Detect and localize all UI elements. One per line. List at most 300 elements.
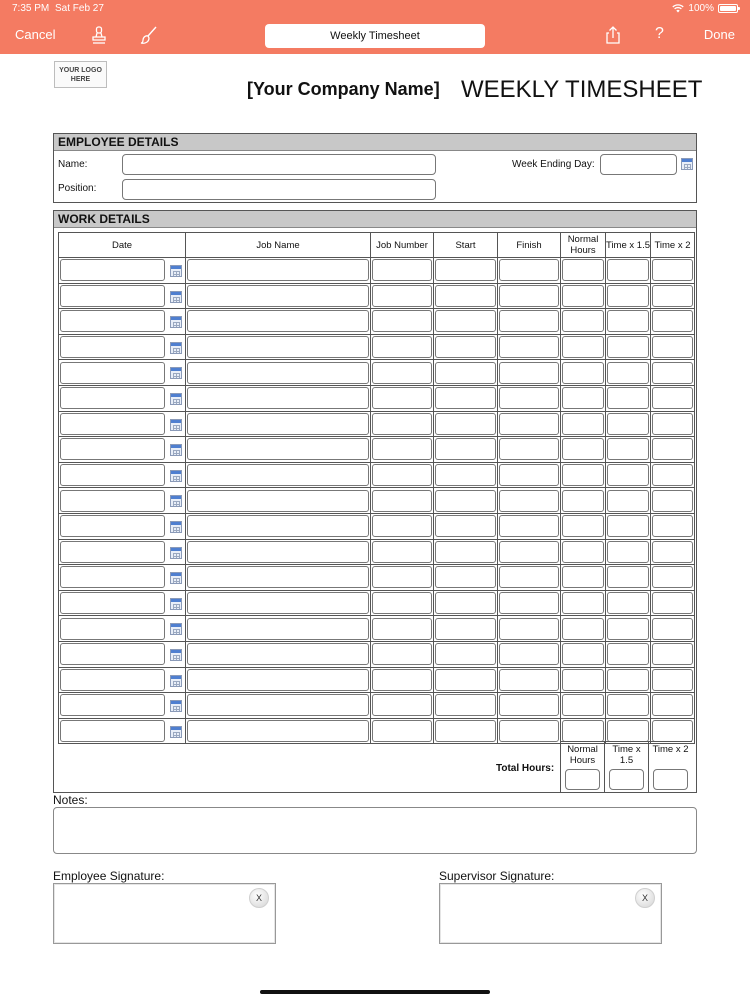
start-field[interactable]	[435, 541, 496, 563]
table-cell	[498, 283, 561, 309]
job-number-field[interactable]	[372, 362, 432, 384]
stamp-icon[interactable]	[89, 25, 109, 45]
time-1-5-field[interactable]	[607, 566, 649, 588]
start-field[interactable]	[435, 643, 496, 665]
table-cell	[606, 411, 651, 437]
date-field[interactable]	[60, 336, 165, 358]
table-cell	[434, 385, 498, 411]
column-header: Normal Hours	[561, 233, 606, 258]
table-cell	[371, 539, 434, 565]
time-1-5-field[interactable]	[607, 669, 649, 691]
calendar-icon[interactable]	[170, 367, 182, 379]
table-row	[59, 565, 695, 591]
calendar-icon[interactable]	[170, 444, 182, 456]
table-cell	[186, 616, 371, 642]
table-cell	[434, 565, 498, 591]
calendar-icon[interactable]	[170, 316, 182, 328]
job-name-field[interactable]	[187, 694, 369, 716]
job-name-field[interactable]	[187, 490, 369, 512]
table-cell	[186, 565, 371, 591]
clear-employee-signature-button[interactable]: X	[249, 888, 269, 908]
calendar-icon[interactable]	[170, 393, 182, 405]
date-field[interactable]	[60, 490, 165, 512]
job-number-field[interactable]	[372, 669, 432, 691]
time-1-5-field[interactable]	[607, 259, 649, 281]
finish-field[interactable]	[499, 285, 559, 307]
table-cell	[651, 667, 695, 693]
finish-field[interactable]	[499, 720, 559, 742]
time-2-field[interactable]	[652, 541, 693, 563]
start-field[interactable]	[435, 694, 496, 716]
job-name-field[interactable]	[187, 336, 369, 358]
table-row	[59, 590, 695, 616]
job-name-field[interactable]	[187, 310, 369, 332]
finish-field[interactable]	[499, 413, 559, 435]
start-field[interactable]	[435, 669, 496, 691]
calendar-icon[interactable]	[170, 675, 182, 687]
date-field[interactable]	[60, 694, 165, 716]
time-1-5-field[interactable]	[607, 643, 649, 665]
table-cell	[498, 513, 561, 539]
date-field[interactable]	[60, 438, 165, 460]
battery-percent: 100%	[688, 3, 714, 14]
supervisor-signature-pad[interactable]	[439, 883, 662, 944]
calendar-icon[interactable]	[170, 700, 182, 712]
job-number-field[interactable]	[372, 618, 432, 640]
job-number-field[interactable]	[372, 438, 432, 460]
table-cell	[371, 718, 434, 744]
start-field[interactable]	[435, 566, 496, 588]
time-2-field[interactable]	[652, 438, 693, 460]
table-cell	[186, 258, 371, 284]
total-time-2-field[interactable]	[653, 769, 688, 790]
supervisor-signature-label: Supervisor Signature:	[439, 869, 555, 883]
date-field[interactable]	[60, 310, 165, 332]
table-cell	[434, 513, 498, 539]
table-cell	[606, 360, 651, 386]
finish-field[interactable]	[499, 669, 559, 691]
table-cell	[651, 488, 695, 514]
table-cell	[606, 309, 651, 335]
time-1-5-field[interactable]	[607, 464, 649, 486]
table-cell	[371, 693, 434, 719]
table-cell	[498, 641, 561, 667]
finish-field[interactable]	[499, 438, 559, 460]
job-number-field[interactable]	[372, 694, 432, 716]
date-field[interactable]	[60, 387, 165, 409]
company-logo-placeholder[interactable]: YOUR LOGO HERE	[54, 61, 107, 88]
date-field[interactable]	[60, 464, 165, 486]
calendar-icon[interactable]	[170, 521, 182, 533]
normal-hours-field[interactable]	[562, 541, 604, 563]
table-cell	[371, 616, 434, 642]
table-cell	[561, 411, 606, 437]
table-cell	[561, 309, 606, 335]
start-field[interactable]	[435, 720, 496, 742]
calendar-icon[interactable]	[170, 547, 182, 559]
time-1-5-field[interactable]	[607, 310, 649, 332]
normal-hours-field[interactable]	[562, 720, 604, 742]
table-cell	[371, 437, 434, 463]
table-cell	[371, 590, 434, 616]
date-cell	[59, 590, 186, 616]
job-name-field[interactable]	[187, 285, 369, 307]
time-1-5-field[interactable]	[607, 285, 649, 307]
time-2-field[interactable]	[652, 515, 693, 537]
job-number-field[interactable]	[372, 285, 432, 307]
normal-hours-field[interactable]	[562, 464, 604, 486]
position-field[interactable]	[122, 179, 436, 200]
time-2-field[interactable]	[652, 464, 693, 486]
date-cell	[59, 462, 186, 488]
job-name-field[interactable]	[187, 618, 369, 640]
start-field[interactable]	[435, 515, 496, 537]
finish-field[interactable]	[499, 464, 559, 486]
table-cell	[498, 437, 561, 463]
table-cell	[606, 641, 651, 667]
week-ending-label: Week Ending Day:	[512, 159, 595, 170]
table-cell	[498, 258, 561, 284]
share-icon[interactable]	[603, 25, 623, 45]
clear-supervisor-signature-button[interactable]: X	[635, 888, 655, 908]
normal-hours-field[interactable]	[562, 618, 604, 640]
normal-hours-field[interactable]	[562, 285, 604, 307]
finish-field[interactable]	[499, 618, 559, 640]
start-field[interactable]	[435, 592, 496, 614]
calendar-icon[interactable]	[170, 470, 182, 482]
time-2-field[interactable]	[652, 720, 693, 742]
cancel-button[interactable]: Cancel	[15, 27, 56, 42]
company-name: [Your Company Name]	[247, 79, 440, 99]
help-button[interactable]: ?	[655, 25, 664, 42]
start-field[interactable]	[435, 438, 496, 460]
table-cell	[498, 616, 561, 642]
calendar-icon[interactable]	[170, 572, 182, 584]
normal-hours-field[interactable]	[562, 515, 604, 537]
table-cell	[651, 513, 695, 539]
time-2-field[interactable]	[652, 259, 693, 281]
job-name-field[interactable]	[187, 464, 369, 486]
table-cell	[434, 718, 498, 744]
job-name-field[interactable]	[187, 541, 369, 563]
table-cell	[434, 488, 498, 514]
time-2-field[interactable]	[652, 618, 693, 640]
normal-hours-field[interactable]	[562, 490, 604, 512]
finish-field[interactable]	[499, 515, 559, 537]
table-header-row	[59, 233, 695, 258]
time-2-field[interactable]	[652, 566, 693, 588]
finish-field[interactable]	[499, 387, 559, 409]
table-row	[59, 334, 695, 360]
normal-hours-field[interactable]	[562, 413, 604, 435]
time-1-5-field[interactable]	[607, 592, 649, 614]
job-number-field[interactable]	[372, 464, 432, 486]
date-cell	[59, 411, 186, 437]
time-2-field[interactable]	[652, 362, 693, 384]
date-cell	[59, 385, 186, 411]
job-number-field[interactable]	[372, 720, 432, 742]
table-cell	[606, 616, 651, 642]
time-1-5-field[interactable]	[607, 413, 649, 435]
finish-field[interactable]	[499, 592, 559, 614]
calendar-icon[interactable]	[170, 598, 182, 610]
table-cell	[651, 309, 695, 335]
date-field[interactable]	[60, 669, 165, 691]
time-1-5-field[interactable]	[607, 515, 649, 537]
time-2-field[interactable]	[652, 285, 693, 307]
job-name-field[interactable]	[187, 669, 369, 691]
calendar-icon[interactable]	[170, 419, 182, 431]
table-cell	[651, 411, 695, 437]
time-1-5-field[interactable]	[607, 720, 649, 742]
job-number-field[interactable]	[372, 387, 432, 409]
time-2-field[interactable]	[652, 643, 693, 665]
table-cell	[186, 539, 371, 565]
start-field[interactable]	[435, 464, 496, 486]
table-row	[59, 385, 695, 411]
time-2-field[interactable]	[652, 387, 693, 409]
date-field[interactable]	[60, 362, 165, 384]
time-1-5-field[interactable]	[607, 362, 649, 384]
job-number-field[interactable]	[372, 413, 432, 435]
calendar-icon[interactable]	[170, 291, 182, 303]
date-field[interactable]	[60, 592, 165, 614]
table-cell	[606, 590, 651, 616]
finish-field[interactable]	[499, 566, 559, 588]
date-cell	[59, 360, 186, 386]
date-cell	[59, 283, 186, 309]
normal-hours-field[interactable]	[562, 643, 604, 665]
table-cell	[186, 693, 371, 719]
table-cell	[434, 462, 498, 488]
notes-label: Notes:	[53, 793, 88, 807]
calendar-icon[interactable]	[170, 342, 182, 354]
table-cell	[434, 309, 498, 335]
table-cell	[561, 283, 606, 309]
date-field[interactable]	[60, 259, 165, 281]
time-2-field[interactable]	[652, 669, 693, 691]
time-1-5-field[interactable]	[607, 438, 649, 460]
normal-hours-field[interactable]	[562, 387, 604, 409]
job-name-field[interactable]	[187, 362, 369, 384]
normal-hours-field[interactable]	[562, 592, 604, 614]
job-number-field[interactable]	[372, 643, 432, 665]
job-name-field[interactable]	[187, 387, 369, 409]
table-cell	[498, 488, 561, 514]
finish-field[interactable]	[499, 362, 559, 384]
job-number-field[interactable]	[372, 259, 432, 281]
notes-field[interactable]	[53, 807, 697, 854]
table-cell	[186, 309, 371, 335]
start-field[interactable]	[435, 413, 496, 435]
time-1-5-field[interactable]	[607, 541, 649, 563]
table-cell	[434, 437, 498, 463]
time-2-field[interactable]	[652, 694, 693, 716]
normal-hours-field[interactable]	[562, 669, 604, 691]
time-1-5-field[interactable]	[607, 618, 649, 640]
finish-field[interactable]	[499, 643, 559, 665]
table-cell	[651, 437, 695, 463]
table-cell	[434, 641, 498, 667]
column-header: Job Number	[371, 233, 434, 258]
time-2-field[interactable]	[652, 413, 693, 435]
job-number-field[interactable]	[372, 541, 432, 563]
finish-field[interactable]	[499, 541, 559, 563]
table-cell	[561, 565, 606, 591]
table-cell	[434, 616, 498, 642]
start-field[interactable]	[435, 285, 496, 307]
done-button[interactable]: Done	[703, 27, 735, 42]
column-header: Finish	[498, 233, 561, 258]
brush-icon[interactable]	[139, 25, 159, 45]
table-cell	[371, 565, 434, 591]
table-cell	[606, 258, 651, 284]
table-cell	[186, 462, 371, 488]
date-cell	[59, 718, 186, 744]
table-cell	[186, 411, 371, 437]
job-number-field[interactable]	[372, 490, 432, 512]
table-cell	[498, 334, 561, 360]
total-column-label: Time x 1.5	[612, 744, 641, 766]
start-field[interactable]	[435, 490, 496, 512]
normal-hours-field[interactable]	[562, 566, 604, 588]
normal-hours-field[interactable]	[562, 310, 604, 332]
table-cell	[186, 334, 371, 360]
time-2-field[interactable]	[652, 490, 693, 512]
section-heading: WORK DETAILS	[54, 211, 696, 228]
table-cell	[561, 462, 606, 488]
table-cell	[561, 616, 606, 642]
date-field[interactable]	[60, 720, 165, 742]
work-table	[58, 232, 695, 744]
job-number-field[interactable]	[372, 566, 432, 588]
table-cell	[606, 513, 651, 539]
table-cell	[561, 590, 606, 616]
start-field[interactable]	[435, 259, 496, 281]
job-name-field[interactable]	[187, 413, 369, 435]
normal-hours-field[interactable]	[562, 362, 604, 384]
finish-field[interactable]	[499, 336, 559, 358]
table-cell	[371, 488, 434, 514]
time-1-5-field[interactable]	[607, 490, 649, 512]
job-name-field[interactable]	[187, 592, 369, 614]
finish-field[interactable]	[499, 259, 559, 281]
job-number-field[interactable]	[372, 336, 432, 358]
calendar-icon[interactable]	[170, 649, 182, 661]
table-cell	[561, 667, 606, 693]
start-field[interactable]	[435, 362, 496, 384]
date-field[interactable]	[60, 541, 165, 563]
job-name-field[interactable]	[187, 259, 369, 281]
table-cell	[371, 462, 434, 488]
time-1-5-field[interactable]	[607, 694, 649, 716]
table-cell	[434, 360, 498, 386]
table-cell	[498, 693, 561, 719]
date-field[interactable]	[60, 566, 165, 588]
normal-hours-field[interactable]	[562, 694, 604, 716]
table-cell	[651, 539, 695, 565]
table-cell	[434, 693, 498, 719]
date-field[interactable]	[60, 515, 165, 537]
table-cell	[651, 258, 695, 284]
total-time-1-5	[604, 741, 648, 793]
calendar-icon[interactable]	[170, 623, 182, 635]
table-cell	[371, 283, 434, 309]
table-cell	[434, 334, 498, 360]
normal-hours-field[interactable]	[562, 259, 604, 281]
table-cell	[186, 718, 371, 744]
job-number-field[interactable]	[372, 515, 432, 537]
table-cell	[498, 385, 561, 411]
document-title[interactable]: Weekly Timesheet	[265, 24, 485, 48]
start-field[interactable]	[435, 310, 496, 332]
table-row	[59, 539, 695, 565]
finish-field[interactable]	[499, 490, 559, 512]
time-2-field[interactable]	[652, 592, 693, 614]
column-header: Time x 2	[651, 233, 695, 258]
table-row	[59, 718, 695, 744]
table-row	[59, 462, 695, 488]
section-heading: EMPLOYEE DETAILS	[54, 134, 696, 151]
table-cell	[498, 309, 561, 335]
home-indicator[interactable]	[260, 990, 490, 994]
employee-signature-pad[interactable]	[53, 883, 276, 944]
start-field[interactable]	[435, 387, 496, 409]
table-cell	[186, 283, 371, 309]
job-name-field[interactable]	[187, 515, 369, 537]
normal-hours-field[interactable]	[562, 336, 604, 358]
table-cell	[186, 437, 371, 463]
name-field[interactable]	[122, 154, 436, 175]
start-field[interactable]	[435, 618, 496, 640]
date-field[interactable]	[60, 285, 165, 307]
job-number-field[interactable]	[372, 592, 432, 614]
date-field[interactable]	[60, 413, 165, 435]
time-1-5-field[interactable]	[607, 387, 649, 409]
date-cell	[59, 437, 186, 463]
time-2-field[interactable]	[652, 336, 693, 358]
total-hours-label: Total Hours:	[496, 763, 555, 774]
week-ending-field[interactable]	[600, 154, 677, 175]
job-name-field[interactable]	[187, 643, 369, 665]
time-1-5-field[interactable]	[607, 336, 649, 358]
calendar-icon[interactable]	[681, 158, 693, 170]
calendar-icon[interactable]	[170, 726, 182, 738]
table-cell	[651, 718, 695, 744]
job-name-field[interactable]	[187, 438, 369, 460]
table-row	[59, 616, 695, 642]
calendar-icon[interactable]	[170, 495, 182, 507]
table-row	[59, 693, 695, 719]
total-normal-hours-field[interactable]	[565, 769, 600, 790]
job-name-field[interactable]	[187, 566, 369, 588]
calendar-icon[interactable]	[170, 265, 182, 277]
start-field[interactable]	[435, 336, 496, 358]
normal-hours-field[interactable]	[562, 438, 604, 460]
time-2-field[interactable]	[652, 310, 693, 332]
position-label: Position:	[58, 183, 97, 194]
job-name-field[interactable]	[187, 720, 369, 742]
date-field[interactable]	[60, 618, 165, 640]
date-field[interactable]	[60, 643, 165, 665]
finish-field[interactable]	[499, 310, 559, 332]
table-cell	[186, 488, 371, 514]
job-number-field[interactable]	[372, 310, 432, 332]
table-cell	[606, 539, 651, 565]
total-time-1-5-field[interactable]	[609, 769, 644, 790]
table-cell	[606, 565, 651, 591]
finish-field[interactable]	[499, 694, 559, 716]
